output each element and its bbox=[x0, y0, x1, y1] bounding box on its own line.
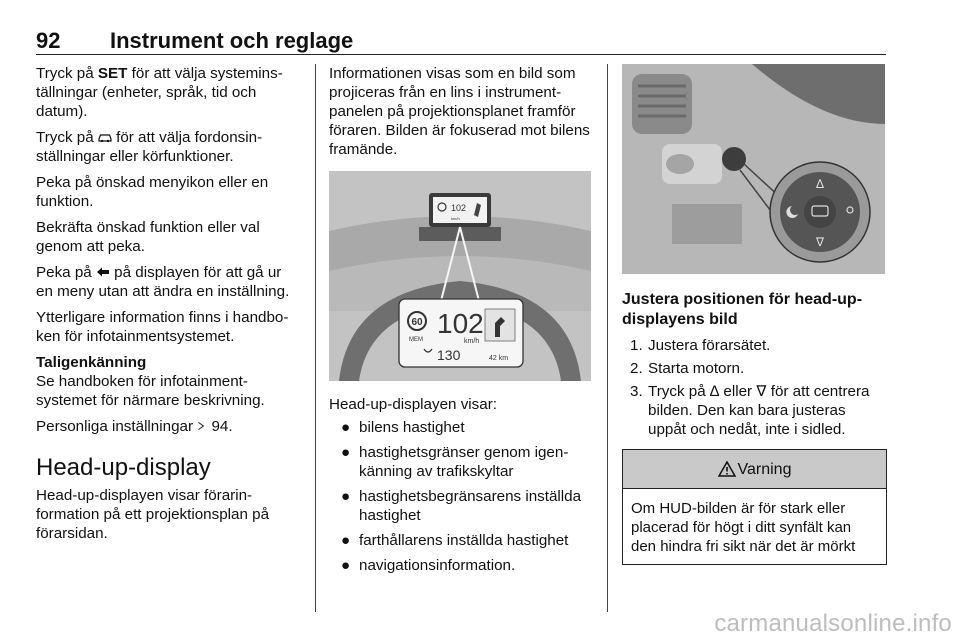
hud-speed-unit: km/h bbox=[464, 338, 480, 345]
hud-dashboard-drawing bbox=[329, 171, 591, 381]
paragraph-more-info: Ytterligare information finns i handboken för infotainmentsystemet. bbox=[36, 309, 289, 345]
paragraph-voice: Se handboken för infotainmentsystemet för närmare beskrivning. bbox=[36, 373, 265, 409]
page-reference-icon bbox=[197, 420, 207, 432]
set-key-label: SET bbox=[97, 65, 128, 82]
list-item: ● hastighetsgränser genom igenkänning av trafikskyltar bbox=[341, 444, 569, 480]
list-item: ● farthållarens inställda hastighet bbox=[341, 532, 569, 549]
list-item: ● navigationsinformation. bbox=[341, 557, 516, 574]
page-header bbox=[36, 26, 886, 55]
down-symbol: ∇ bbox=[756, 383, 767, 400]
footer-watermark: carmanualsonline.info bbox=[714, 610, 952, 637]
paragraph-vehicle-settings: Tryck på för att välja fordonsinställningar eller körfunktioner. bbox=[36, 129, 263, 165]
list-intro: Head-up-displayen visar: bbox=[329, 396, 497, 413]
warning-box bbox=[622, 449, 887, 565]
warning-header bbox=[623, 450, 886, 489]
hud-info-list bbox=[329, 418, 594, 575]
hud-small-unit: km/h bbox=[451, 216, 460, 221]
hud-distance: 42 km bbox=[489, 355, 509, 362]
hud-switch-drawing bbox=[622, 64, 885, 274]
warning-triangle-icon bbox=[718, 461, 736, 477]
list-item: ● hastighetsbegränsarens inställda hastighet bbox=[341, 488, 582, 524]
list-item: ● bilens hastighet bbox=[341, 419, 465, 436]
paragraph-hud-projection: Informationen visas som en bild som projiceras från en lins i instrumentpanelen på projektionsplanet framför föraren. Bilden är fokuserad mot bilens framände. bbox=[329, 65, 590, 158]
hud-control-photo bbox=[622, 64, 885, 274]
paragraph-personal-settings: Personliga inställningar 94. bbox=[36, 418, 233, 435]
hud-down-button-symbol: ∇ bbox=[815, 235, 825, 249]
up-symbol: ∆ bbox=[709, 383, 720, 400]
step-item: 3. Tryck på ∆ eller ∇ för att centrera bilden. Den kan bara justeras uppåt och nedåt, inte i sidled. bbox=[630, 383, 870, 438]
step-item: 1. Justera förarsätet. bbox=[630, 337, 771, 354]
running-title: Instrument och reglage bbox=[110, 28, 354, 53]
paragraph-back: Peka på på displayen för att gå ur en meny utan att ändra en inställning. bbox=[36, 264, 290, 300]
hud-speed-value: 102 bbox=[437, 308, 484, 339]
hud-illustration bbox=[329, 171, 591, 381]
hud-small-speed: 102 bbox=[451, 203, 467, 213]
warning-text: Om HUD-bilden är för stark eller placerad för högt i ditt synfält kan den hindra fri sikt när det är mörkt bbox=[631, 500, 856, 555]
section-heading-hud: Head-up-display bbox=[36, 454, 211, 481]
adjust-heading: Justera positionen för head-up-displayens bild bbox=[622, 291, 863, 328]
warning-title: Varning bbox=[737, 460, 792, 478]
column-divider-left bbox=[315, 64, 316, 612]
car-settings-icon bbox=[98, 131, 112, 143]
hud-mem-label: MEM bbox=[409, 337, 423, 343]
paragraph-touch-icon: Peka på önskad menyikon eller en funktion. bbox=[36, 174, 269, 210]
page-number: 92 bbox=[36, 28, 61, 53]
column-divider-right bbox=[607, 64, 608, 612]
paragraph-set: Tryck på SET för att välja systeminställningar (enheter, språk, tid och datum). bbox=[36, 65, 283, 120]
column-1 bbox=[36, 64, 302, 550]
paragraph-confirm: Bekräfta önskad funktion eller val genom att peka. bbox=[36, 219, 260, 255]
heading-voice-recognition: Taligenkänning bbox=[36, 354, 147, 371]
column-2 bbox=[329, 64, 594, 581]
hud-adjust-switch bbox=[722, 147, 746, 171]
hud-speed-limit-sign: 60 bbox=[411, 317, 423, 328]
paragraph-hud-intro: Head-up-displayen visar förarinformation på ett projektionsplan på förarsidan. bbox=[36, 487, 270, 542]
adjust-steps bbox=[622, 336, 887, 439]
step-item: 2. Starta motorn. bbox=[630, 360, 745, 377]
hud-up-button-symbol: ∆ bbox=[815, 177, 825, 191]
hud-cruise-speed: 130 bbox=[437, 347, 461, 363]
back-arrow-icon bbox=[96, 266, 110, 278]
column-3 bbox=[622, 64, 887, 565]
